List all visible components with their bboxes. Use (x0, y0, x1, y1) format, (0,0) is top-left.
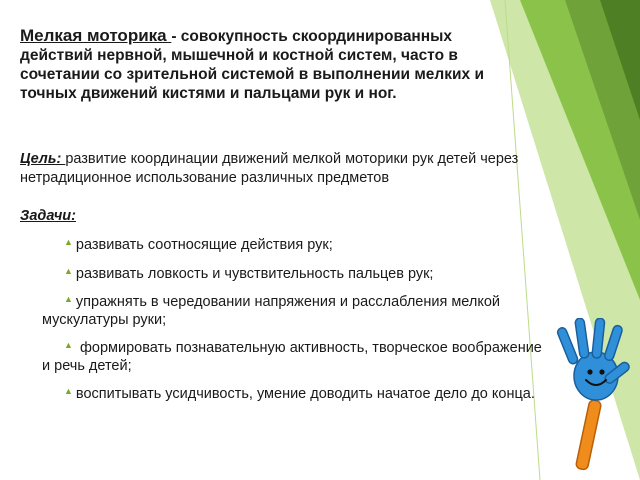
list-item (42, 234, 552, 255)
task-text: развивать соотносящие действия рук; (75, 237, 333, 253)
task-text: формировать познавательную активность, творческое воображение и речь детей; (42, 340, 542, 374)
bullet-icon: ▲ (64, 386, 73, 396)
definition-paragraph (20, 26, 520, 103)
bullet-icon: ▲ (64, 340, 73, 350)
goal-label: Цель: (20, 151, 66, 167)
tasks-title: Задачи: (20, 208, 76, 224)
bullet-icon: ▲ (64, 294, 73, 304)
goal-paragraph (20, 150, 560, 188)
list-item (42, 263, 552, 284)
task-text: воспитывать усидчивость, умение доводить начатое дело до конца. (75, 386, 535, 402)
bullet-icon: ▲ (64, 237, 73, 247)
task-text: упражнять в чередовании напряжения и расслабления мелкой мускулатуры руки; (42, 294, 501, 328)
tasks-list (42, 234, 552, 412)
definition-text: - совокупность скоординированных действий нервной, мышечной и костной систем, часто в сочетании со зрительной системой в выполнении мелких и точных движений кистями и пальцами рук и ног. (20, 28, 485, 102)
bullet-icon: ▲ (64, 265, 73, 276)
definition-term: Мелкая моторика (20, 26, 172, 45)
list-item (42, 337, 552, 375)
list-item (42, 291, 552, 329)
list-item (42, 383, 552, 404)
hand-clapper-icon (556, 318, 636, 478)
task-text: развивать ловкость и чувствительность пальцев рук; (75, 265, 434, 282)
goal-text: развитие координации движений мелкой моторики рук детей через нетрадиционное использование различных предметов (20, 151, 519, 186)
